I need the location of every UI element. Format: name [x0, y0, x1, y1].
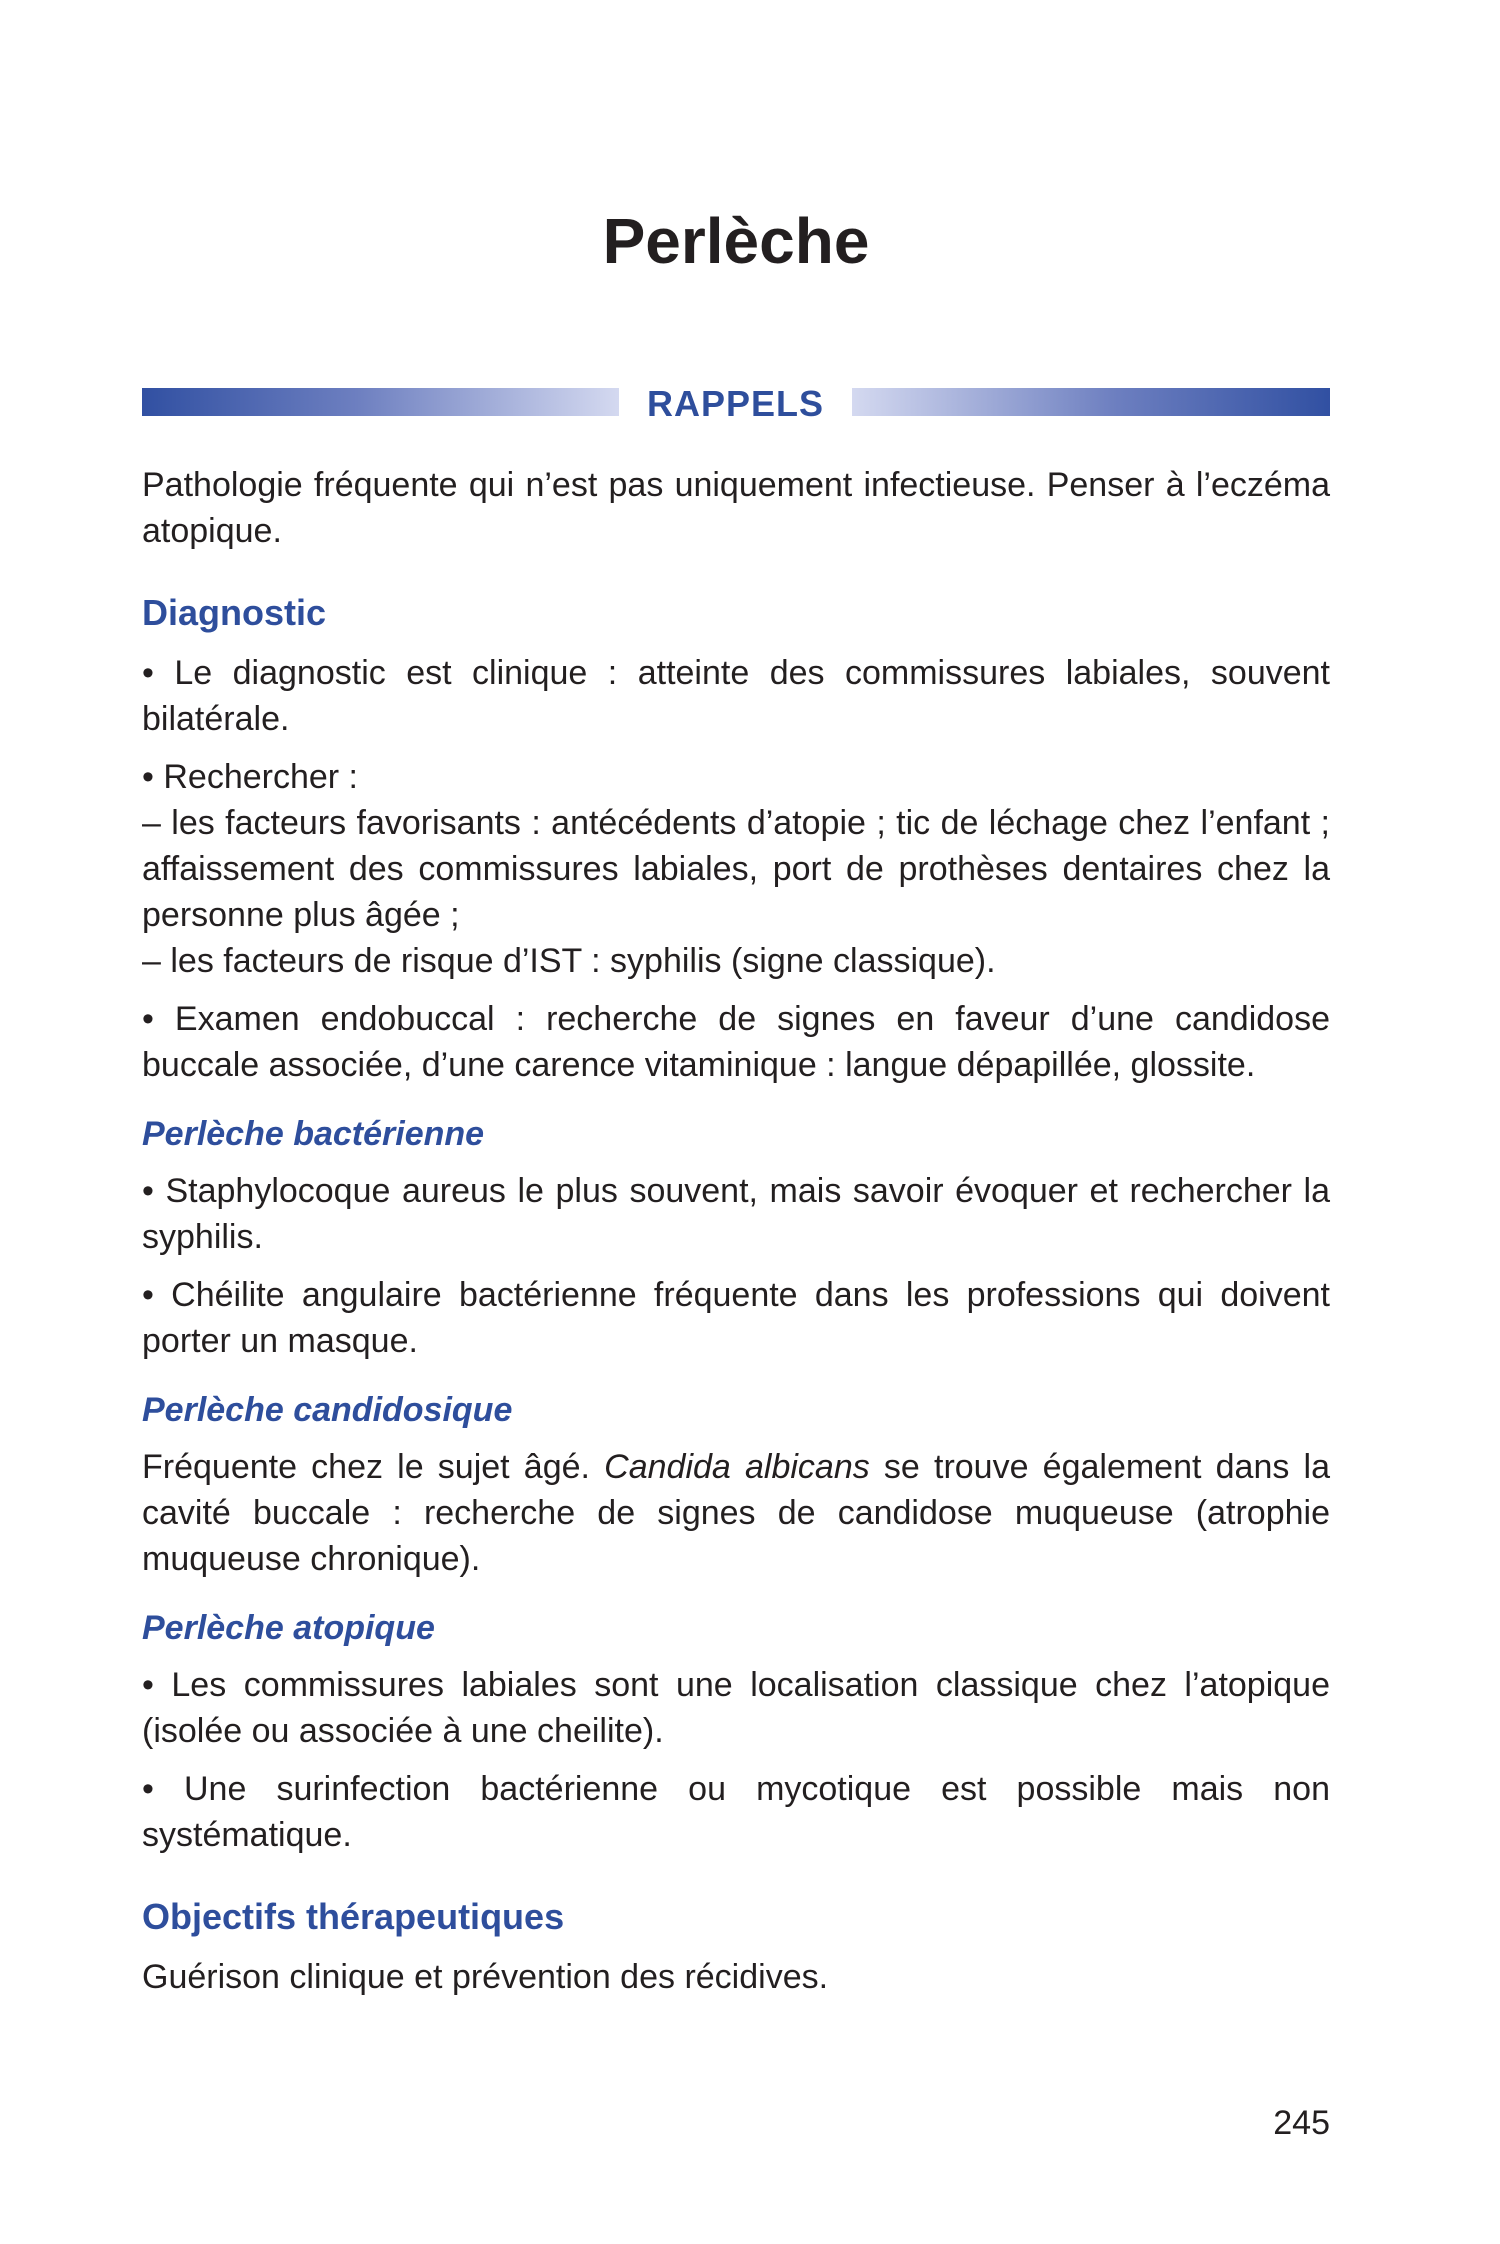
diagnostic-heading: Diagnostic — [142, 592, 327, 633]
atopique-heading: Perlèche atopique — [142, 1609, 435, 1647]
candidosique-paragraph — [142, 1444, 1330, 1582]
page-title: Perlèche — [602, 205, 870, 277]
document-page — [142, 0, 1330, 2244]
bacterienne-section — [142, 1110, 1330, 1364]
objectifs-heading: Objectifs thérapeutiques — [142, 1896, 565, 1937]
bacterienne-heading: Perlèche bactérienne — [142, 1115, 485, 1153]
candidosique-heading: Perlèche candidosique — [142, 1391, 513, 1429]
atopique-item-2: • Une surinfection bactérienne ou mycotique est possible mais non systématique. — [142, 1770, 1330, 1854]
objectifs-text: Guérison clinique et prévention des récidives. — [142, 1958, 829, 1996]
atopique-item-1: • Les commissures labiales sont une localisation classique chez l’atopique (isolée ou associée à une cheilite). — [142, 1666, 1330, 1750]
atopique-section — [142, 1604, 1330, 1858]
diagnostic-section — [142, 588, 1330, 1088]
diagnostic-item-rechercher — [142, 754, 1330, 984]
section-header-band — [142, 380, 1330, 430]
objectifs-section — [142, 1892, 1330, 2000]
intro-paragraph: Pathologie fréquente qui n’est pas uniquement infectieuse. Penser à l’eczéma atopique. — [142, 466, 1330, 550]
candidosique-text-start: Fréquente chez le sujet âgé. — [142, 1448, 605, 1486]
page-number: 245 — [1273, 2104, 1330, 2142]
band-right-bar — [852, 388, 1330, 416]
diagnostic-item-examen: • Examen endobuccal : recherche de signes en faveur d’une candidose buccale associée, d’une carence vitaminique : langue dépapillée, glossite. — [142, 1000, 1330, 1084]
bacterienne-item-2: • Chéilite angulaire bactérienne fréquente dans les professions qui doivent porter un masque. — [142, 1276, 1330, 1360]
rechercher-facteurs-favorisants: – les facteurs favorisants : antécédents d’atopie ; tic de léchage chez l’enfant ; affaissement des commissures labiales, port de prothèses dentaires chez la personne plus âgée ; — [142, 804, 1330, 934]
rechercher-facteurs-risque: – les facteurs de risque d’IST : syphilis (signe classique). — [142, 942, 996, 980]
diagnostic-item-clinique: • Le diagnostic est clinique : atteinte des commissures labiales, souvent bilatérale. — [142, 654, 1330, 738]
bacterienne-item-1: • Staphylocoque aureus le plus souvent, mais savoir évoquer et rechercher la syphilis. — [142, 1172, 1330, 1256]
section-header-label: RAPPELS — [646, 383, 825, 424]
rechercher-intro: • Rechercher : — [142, 758, 358, 796]
candida-albicans-term: Candida albicans — [604, 1448, 870, 1486]
candidosique-text-end: se trouve également dans la cavité buccale : recherche de signes de candidose muqueuse (atrophie muqueuse chronique). — [142, 1448, 1330, 1578]
band-left-bar — [142, 388, 619, 416]
candidosique-section — [142, 1386, 1330, 1582]
main-content — [142, 462, 1330, 2000]
